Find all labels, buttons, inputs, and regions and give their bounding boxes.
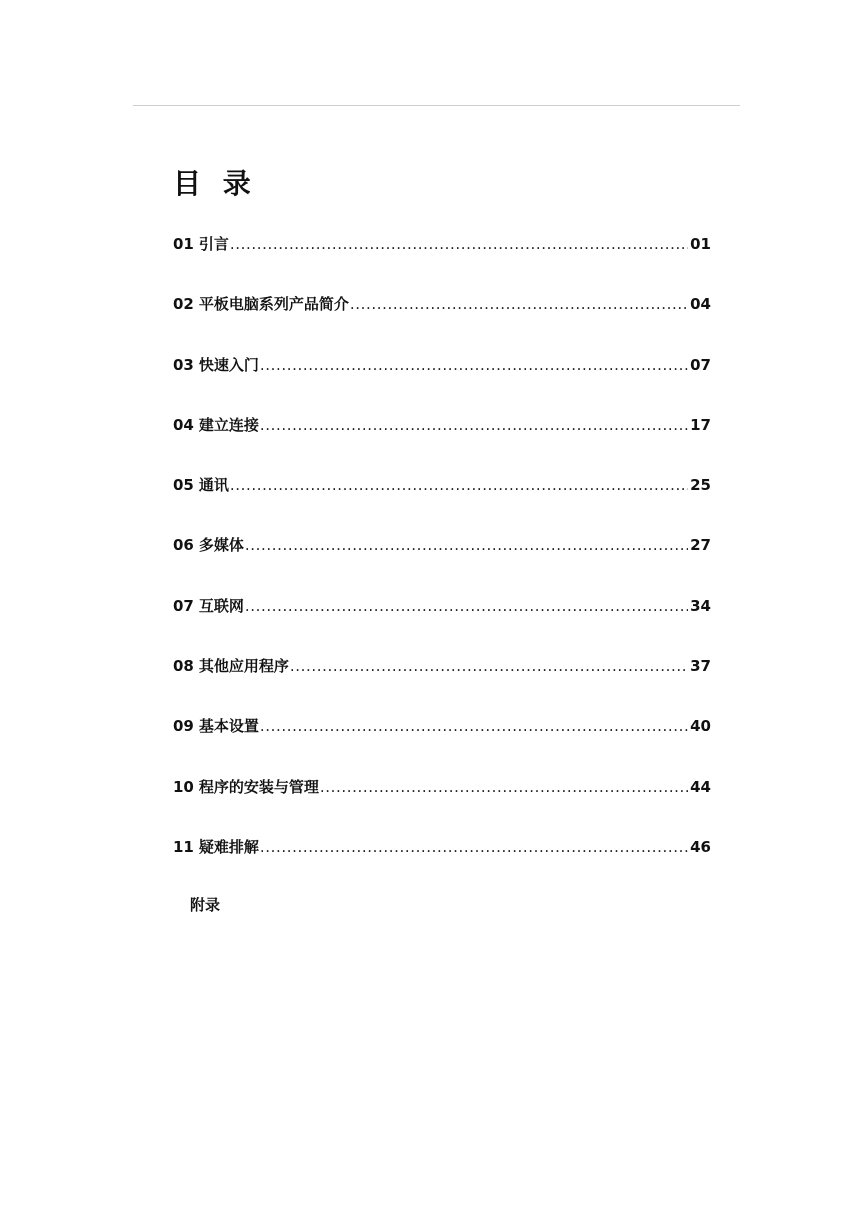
toc-dot-leader xyxy=(260,415,688,435)
toc-entry-label: 平板电脑系列产品简介 xyxy=(198,295,349,314)
toc-entry-number: 02 xyxy=(173,295,194,314)
toc-entry[interactable] xyxy=(173,409,711,435)
toc-entry[interactable] xyxy=(173,349,711,375)
toc-entry-page: 04 xyxy=(690,295,711,314)
toc-entry-label: 疑难排解 xyxy=(198,837,259,856)
toc-entry-page: 44 xyxy=(690,777,711,796)
toc-entry-page: 17 xyxy=(690,415,711,434)
toc-dot-leader xyxy=(260,355,688,375)
toc-entry-number: 07 xyxy=(173,596,194,615)
toc-dot-leader xyxy=(320,777,688,797)
toc-entry[interactable] xyxy=(173,831,711,857)
page-title: 目 录 xyxy=(173,167,257,200)
toc-dot-leader xyxy=(350,294,688,314)
toc-entry-page: 40 xyxy=(690,717,711,736)
toc-dot-leader xyxy=(230,475,688,495)
toc-entry-label: 快速入门 xyxy=(198,355,259,374)
toc-entry-page: 01 xyxy=(690,235,711,253)
toc-entry-number: 01 xyxy=(173,235,194,253)
toc-entry-page: 07 xyxy=(690,355,711,374)
toc-entry-label: 通讯 xyxy=(198,476,229,495)
toc-dot-leader xyxy=(290,656,688,676)
toc-entry-number: 11 xyxy=(173,837,194,856)
toc-entry[interactable] xyxy=(173,469,711,495)
toc-entry[interactable] xyxy=(173,590,711,616)
toc-entry-label: 基本设置 xyxy=(198,717,259,736)
toc-entry-page: 46 xyxy=(690,837,711,856)
toc-dot-leader xyxy=(245,596,688,616)
toc-entry[interactable] xyxy=(173,650,711,676)
toc-entry-label: 建立连接 xyxy=(198,415,259,434)
toc-entry-number: 10 xyxy=(173,777,194,796)
toc-entry-number: 06 xyxy=(173,536,194,555)
toc-entry[interactable] xyxy=(173,228,711,254)
toc-entry-label: 引言 xyxy=(198,235,229,253)
toc-entry-page: 37 xyxy=(690,657,711,676)
toc-entry-number: 08 xyxy=(173,657,194,676)
toc-entry-label: 程序的安装与管理 xyxy=(198,777,319,796)
toc-entry-page: 25 xyxy=(690,476,711,495)
appendix-label[interactable]: 附录 xyxy=(190,896,221,914)
toc-dot-leader xyxy=(260,716,688,736)
toc-entry-number: 09 xyxy=(173,717,194,736)
toc-entry-page: 27 xyxy=(690,536,711,555)
toc-entry-label: 多媒体 xyxy=(198,536,244,555)
toc-entry-label: 其他应用程序 xyxy=(198,657,289,676)
toc-entry[interactable] xyxy=(173,288,711,314)
toc-entry[interactable] xyxy=(173,529,711,555)
toc-entry-number: 04 xyxy=(173,415,194,434)
header-divider xyxy=(133,105,740,106)
toc-dot-leader xyxy=(260,837,688,857)
toc-entry-label: 互联网 xyxy=(198,596,244,615)
toc-dot-leader xyxy=(245,535,688,555)
toc-list xyxy=(173,228,711,891)
toc-entry[interactable] xyxy=(173,771,711,797)
toc-entry-number: 03 xyxy=(173,355,194,374)
toc-entry[interactable] xyxy=(173,710,711,736)
toc-dot-leader xyxy=(230,234,688,254)
toc-entry-number: 05 xyxy=(173,476,194,495)
toc-entry-page: 34 xyxy=(690,596,711,615)
